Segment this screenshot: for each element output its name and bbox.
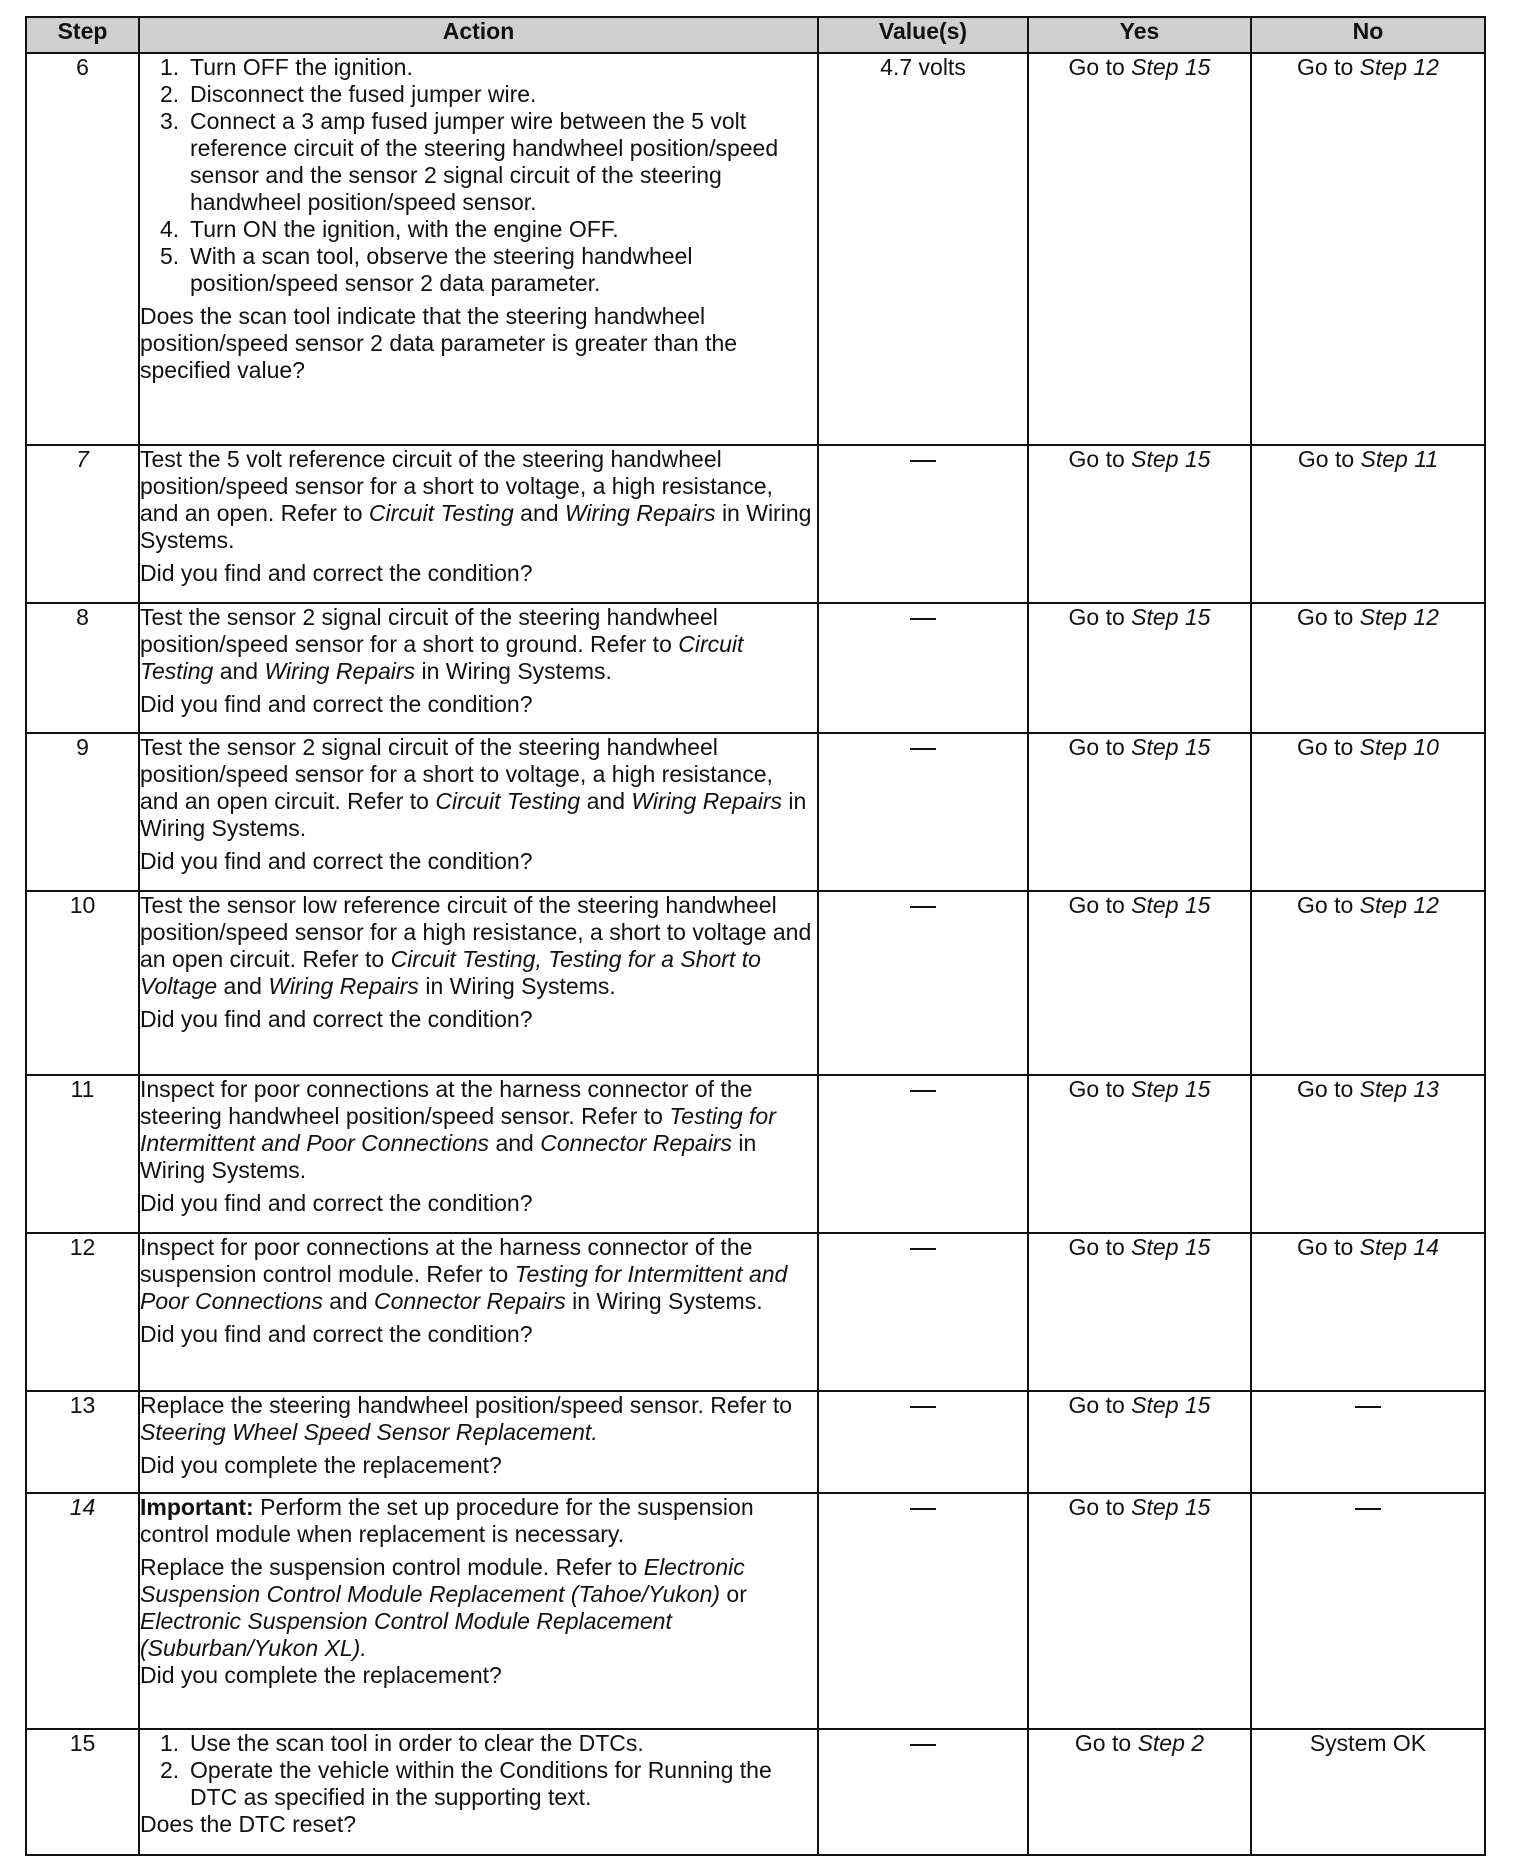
no-cell: Go to Step 12	[1251, 891, 1485, 1075]
dash	[910, 1248, 936, 1250]
header-no: No	[1251, 17, 1485, 53]
table-row-step-12	[26, 1233, 1485, 1391]
header-step: Step	[26, 17, 139, 53]
reference-link[interactable]: Testing for Intermittent and Poor Connections	[140, 1261, 788, 1314]
table-row-step-8	[26, 603, 1485, 733]
yes-cell: Go to Step 15	[1028, 733, 1251, 891]
reference-link[interactable]: Circuit Testing, Testing for a Short to Voltage	[140, 946, 761, 999]
important-label: Important:	[140, 1494, 254, 1520]
action-text: Inspect for poor connections at the harness connector of the steering handwheel position/speed sensor. Refer to Testing for Intermittent and Poor Connections and Connector Repairs in Wiring Systems.	[140, 1076, 776, 1183]
table-row-step-7	[26, 445, 1485, 603]
question-text: Did you complete the replacement?	[140, 1662, 502, 1688]
no-cell: Go to Step 14	[1251, 1233, 1485, 1391]
action-text: Replace the suspension control module. Refer to Electronic Suspension Control Module Replacement (Tahoe/Yukon) or Electronic Suspension Control Module Replacement (Suburban/Yukon XL).	[140, 1554, 747, 1661]
yes-cell: Go to Step 2	[1028, 1729, 1251, 1855]
reference-link[interactable]: Circuit Testing	[368, 500, 514, 526]
no-link[interactable]: Step 12	[1359, 604, 1439, 630]
dash	[910, 1090, 936, 1092]
action-cell	[139, 891, 818, 1075]
table-header-row	[26, 17, 1485, 53]
step-number: 7	[26, 445, 139, 603]
step-number: 12	[26, 1233, 139, 1391]
reference-link[interactable]: Circuit Testing	[435, 788, 581, 814]
value-cell	[818, 1493, 1028, 1729]
yes-cell: Go to Step 15	[1028, 603, 1251, 733]
list-item: 2. Disconnect the fused jumper wire.	[160, 81, 537, 107]
dash	[910, 618, 936, 620]
table-row-step-10	[26, 891, 1485, 1075]
no-link[interactable]: Step 12	[1359, 54, 1439, 80]
no-cell: Go to Step 10	[1251, 733, 1485, 891]
value-cell	[818, 733, 1028, 891]
yes-cell: Go to Step 15	[1028, 53, 1251, 445]
step-number: 13	[26, 1391, 139, 1493]
dash	[910, 1406, 936, 1408]
no-cell: Go to Step 12	[1251, 603, 1485, 733]
yes-link[interactable]: Step 15	[1131, 604, 1211, 630]
no-link[interactable]: Step 13	[1359, 1076, 1439, 1102]
question-text: Did you find and correct the condition?	[140, 560, 533, 586]
reference-link[interactable]: Connector Repairs	[540, 1130, 732, 1156]
no-cell	[1251, 1391, 1485, 1493]
no-link[interactable]: Step 10	[1359, 734, 1439, 760]
no-link[interactable]: Step 12	[1359, 892, 1439, 918]
no-cell: Go to Step 13	[1251, 1075, 1485, 1233]
question-text: Did you find and correct the condition?	[140, 1006, 533, 1032]
value-cell	[818, 603, 1028, 733]
action-cell	[139, 603, 818, 733]
list-item: 5. With a scan tool, observe the steering handwheel position/speed sensor 2 data parameter.	[160, 243, 693, 296]
yes-cell: Go to Step 15	[1028, 445, 1251, 603]
dash	[910, 1508, 936, 1510]
value-cell	[818, 445, 1028, 603]
no-link[interactable]: Step 11	[1360, 446, 1439, 472]
dash	[910, 1744, 936, 1746]
reference-link[interactable]: Wiring Repairs	[631, 788, 782, 814]
reference-link[interactable]: Steering Wheel Speed Sensor Replacement.	[140, 1419, 598, 1445]
yes-link[interactable]: Step 2	[1137, 1730, 1205, 1756]
dash	[910, 748, 936, 750]
list-item: 1. Turn OFF the ignition.	[160, 54, 413, 80]
action-text: Test the sensor 2 signal circuit of the steering handwheel position/speed sensor for a short to voltage, a high resistance, and an open circuit. Refer to Circuit Testing and Wiring Repairs in Wiring Systems.	[140, 734, 807, 841]
yes-link[interactable]: Step 15	[1131, 446, 1211, 472]
header-yes: Yes	[1028, 17, 1251, 53]
value-cell	[818, 1233, 1028, 1391]
reference-link[interactable]: Wiring Repairs	[264, 658, 416, 684]
list-item: 3. Connect a 3 amp fused jumper wire between the 5 volt reference circuit of the steering handwheel position/speed sensor and the sensor 2 signal circuit of the steering handwheel position/speed sensor.	[160, 108, 779, 215]
yes-cell: Go to Step 15	[1028, 1233, 1251, 1391]
yes-cell: Go to Step 15	[1028, 1075, 1251, 1233]
table-row-step-15	[26, 1729, 1485, 1855]
action-cell	[139, 53, 818, 445]
no-link[interactable]: Step 14	[1359, 1234, 1439, 1260]
question-text: Does the DTC reset?	[140, 1811, 357, 1837]
yes-cell: Go to Step 15	[1028, 891, 1251, 1075]
action-text: Test the sensor 2 signal circuit of the steering handwheel position/speed sensor for a short to ground. Refer to Circuit Testing and Wiring Repairs in Wiring Systems.	[140, 604, 744, 684]
yes-link[interactable]: Step 15	[1131, 1234, 1211, 1260]
table-row-step-6	[26, 53, 1485, 445]
question-text: Did you find and correct the condition?	[140, 848, 533, 874]
action-cell	[139, 445, 818, 603]
diagnostic-table	[25, 16, 1486, 1856]
no-cell: System OK	[1251, 1729, 1485, 1855]
action-text: Test the 5 volt reference circuit of the steering handwheel position/speed sensor for a short to voltage, a high resistance, and an open. Refer to Circuit Testing and Wiring Repairs in Wiring Systems.	[140, 446, 812, 553]
value-cell	[818, 1391, 1028, 1493]
list-item: 2. Operate the vehicle within the Conditions for Running the DTC as specified in the supporting text.	[160, 1757, 772, 1810]
step-number: 6	[26, 53, 139, 445]
list-item: 1. Use the scan tool in order to clear the DTCs.	[160, 1730, 644, 1756]
yes-link[interactable]: Step 15	[1131, 734, 1211, 760]
question-text: Did you find and correct the condition?	[140, 691, 533, 717]
table-row-step-11	[26, 1075, 1485, 1233]
reference-link[interactable]: Testing for Intermittent and Poor Connections	[140, 1103, 776, 1156]
action-cell	[139, 733, 818, 891]
reference-link[interactable]: Electronic Suspension Control Module Replacement (Suburban/Yukon XL).	[140, 1608, 672, 1661]
dash	[1355, 1406, 1381, 1408]
action-cell	[139, 1233, 818, 1391]
value-cell	[818, 1729, 1028, 1855]
important-note: Important: Perform the set up procedure for the suspension control module when replacement is necessary.	[140, 1494, 754, 1547]
reference-link[interactable]: Wiring Repairs	[268, 973, 419, 999]
instruction-list	[140, 54, 817, 297]
action-cell	[139, 1729, 818, 1855]
header-values: Value(s)	[818, 17, 1028, 53]
step-number: 10	[26, 891, 139, 1075]
step-number: 15	[26, 1729, 139, 1855]
yes-cell: Go to Step 15	[1028, 1493, 1251, 1729]
action-cell	[139, 1493, 818, 1729]
table-row-step-13	[26, 1391, 1485, 1493]
action-text: Inspect for poor connections at the harness connector of the suspension control module. Refer to Testing for Intermittent and Poor Connections and Connector Repairs in Wiring Systems.	[140, 1234, 788, 1314]
yes-link[interactable]: Step 15	[1131, 1392, 1211, 1418]
table-row-step-9	[26, 733, 1485, 891]
dash	[1355, 1508, 1381, 1510]
instruction-list	[140, 1730, 817, 1811]
no-cell: Go to Step 11	[1251, 445, 1485, 603]
value-cell: 4.7 volts	[818, 53, 1028, 445]
yes-link[interactable]: Step 15	[1131, 1076, 1211, 1102]
reference-link[interactable]: Circuit Testing	[140, 631, 744, 684]
yes-link[interactable]: Step 15	[1131, 892, 1211, 918]
value-cell	[818, 891, 1028, 1075]
step-number: 11	[26, 1075, 139, 1233]
dash	[910, 460, 936, 462]
yes-link[interactable]: Step 15	[1131, 54, 1211, 80]
reference-link[interactable]: Wiring Repairs	[564, 500, 716, 526]
step-number: 9	[26, 733, 139, 891]
reference-link[interactable]: Connector Repairs	[374, 1288, 566, 1314]
yes-cell: Go to Step 15	[1028, 1391, 1251, 1493]
step-number: 8	[26, 603, 139, 733]
action-text: Test the sensor low reference circuit of the steering handwheel position/speed sensor for a high resistance, a short to voltage and an open circuit. Refer to Circuit Testing, Testing for a Short to Voltage and Wiring Repairs in Wiring Systems.	[140, 892, 812, 999]
action-cell	[139, 1075, 818, 1233]
yes-link[interactable]: Step 15	[1131, 1494, 1211, 1520]
no-cell	[1251, 1493, 1485, 1729]
reference-link[interactable]: Electronic Suspension Control Module Replacement (Tahoe/Yukon)	[140, 1554, 745, 1607]
question-text: Did you find and correct the condition?	[140, 1321, 533, 1347]
list-item: 4. Turn ON the ignition, with the engine OFF.	[160, 216, 619, 242]
header-action: Action	[139, 17, 818, 53]
question-text: Does the scan tool indicate that the steering handwheel position/speed sensor 2 data parameter is greater than the specified value?	[140, 303, 738, 383]
no-cell: Go to Step 12	[1251, 53, 1485, 445]
action-cell	[139, 1391, 818, 1493]
question-text: Did you complete the replacement?	[140, 1452, 502, 1478]
step-number: 14	[26, 1493, 139, 1729]
table-row-step-14	[26, 1493, 1485, 1729]
value-cell	[818, 1075, 1028, 1233]
action-text: Replace the steering handwheel position/speed sensor. Refer to Steering Wheel Speed Sensor Replacement.	[140, 1392, 793, 1445]
question-text: Did you find and correct the condition?	[140, 1190, 533, 1216]
dash	[910, 906, 936, 908]
